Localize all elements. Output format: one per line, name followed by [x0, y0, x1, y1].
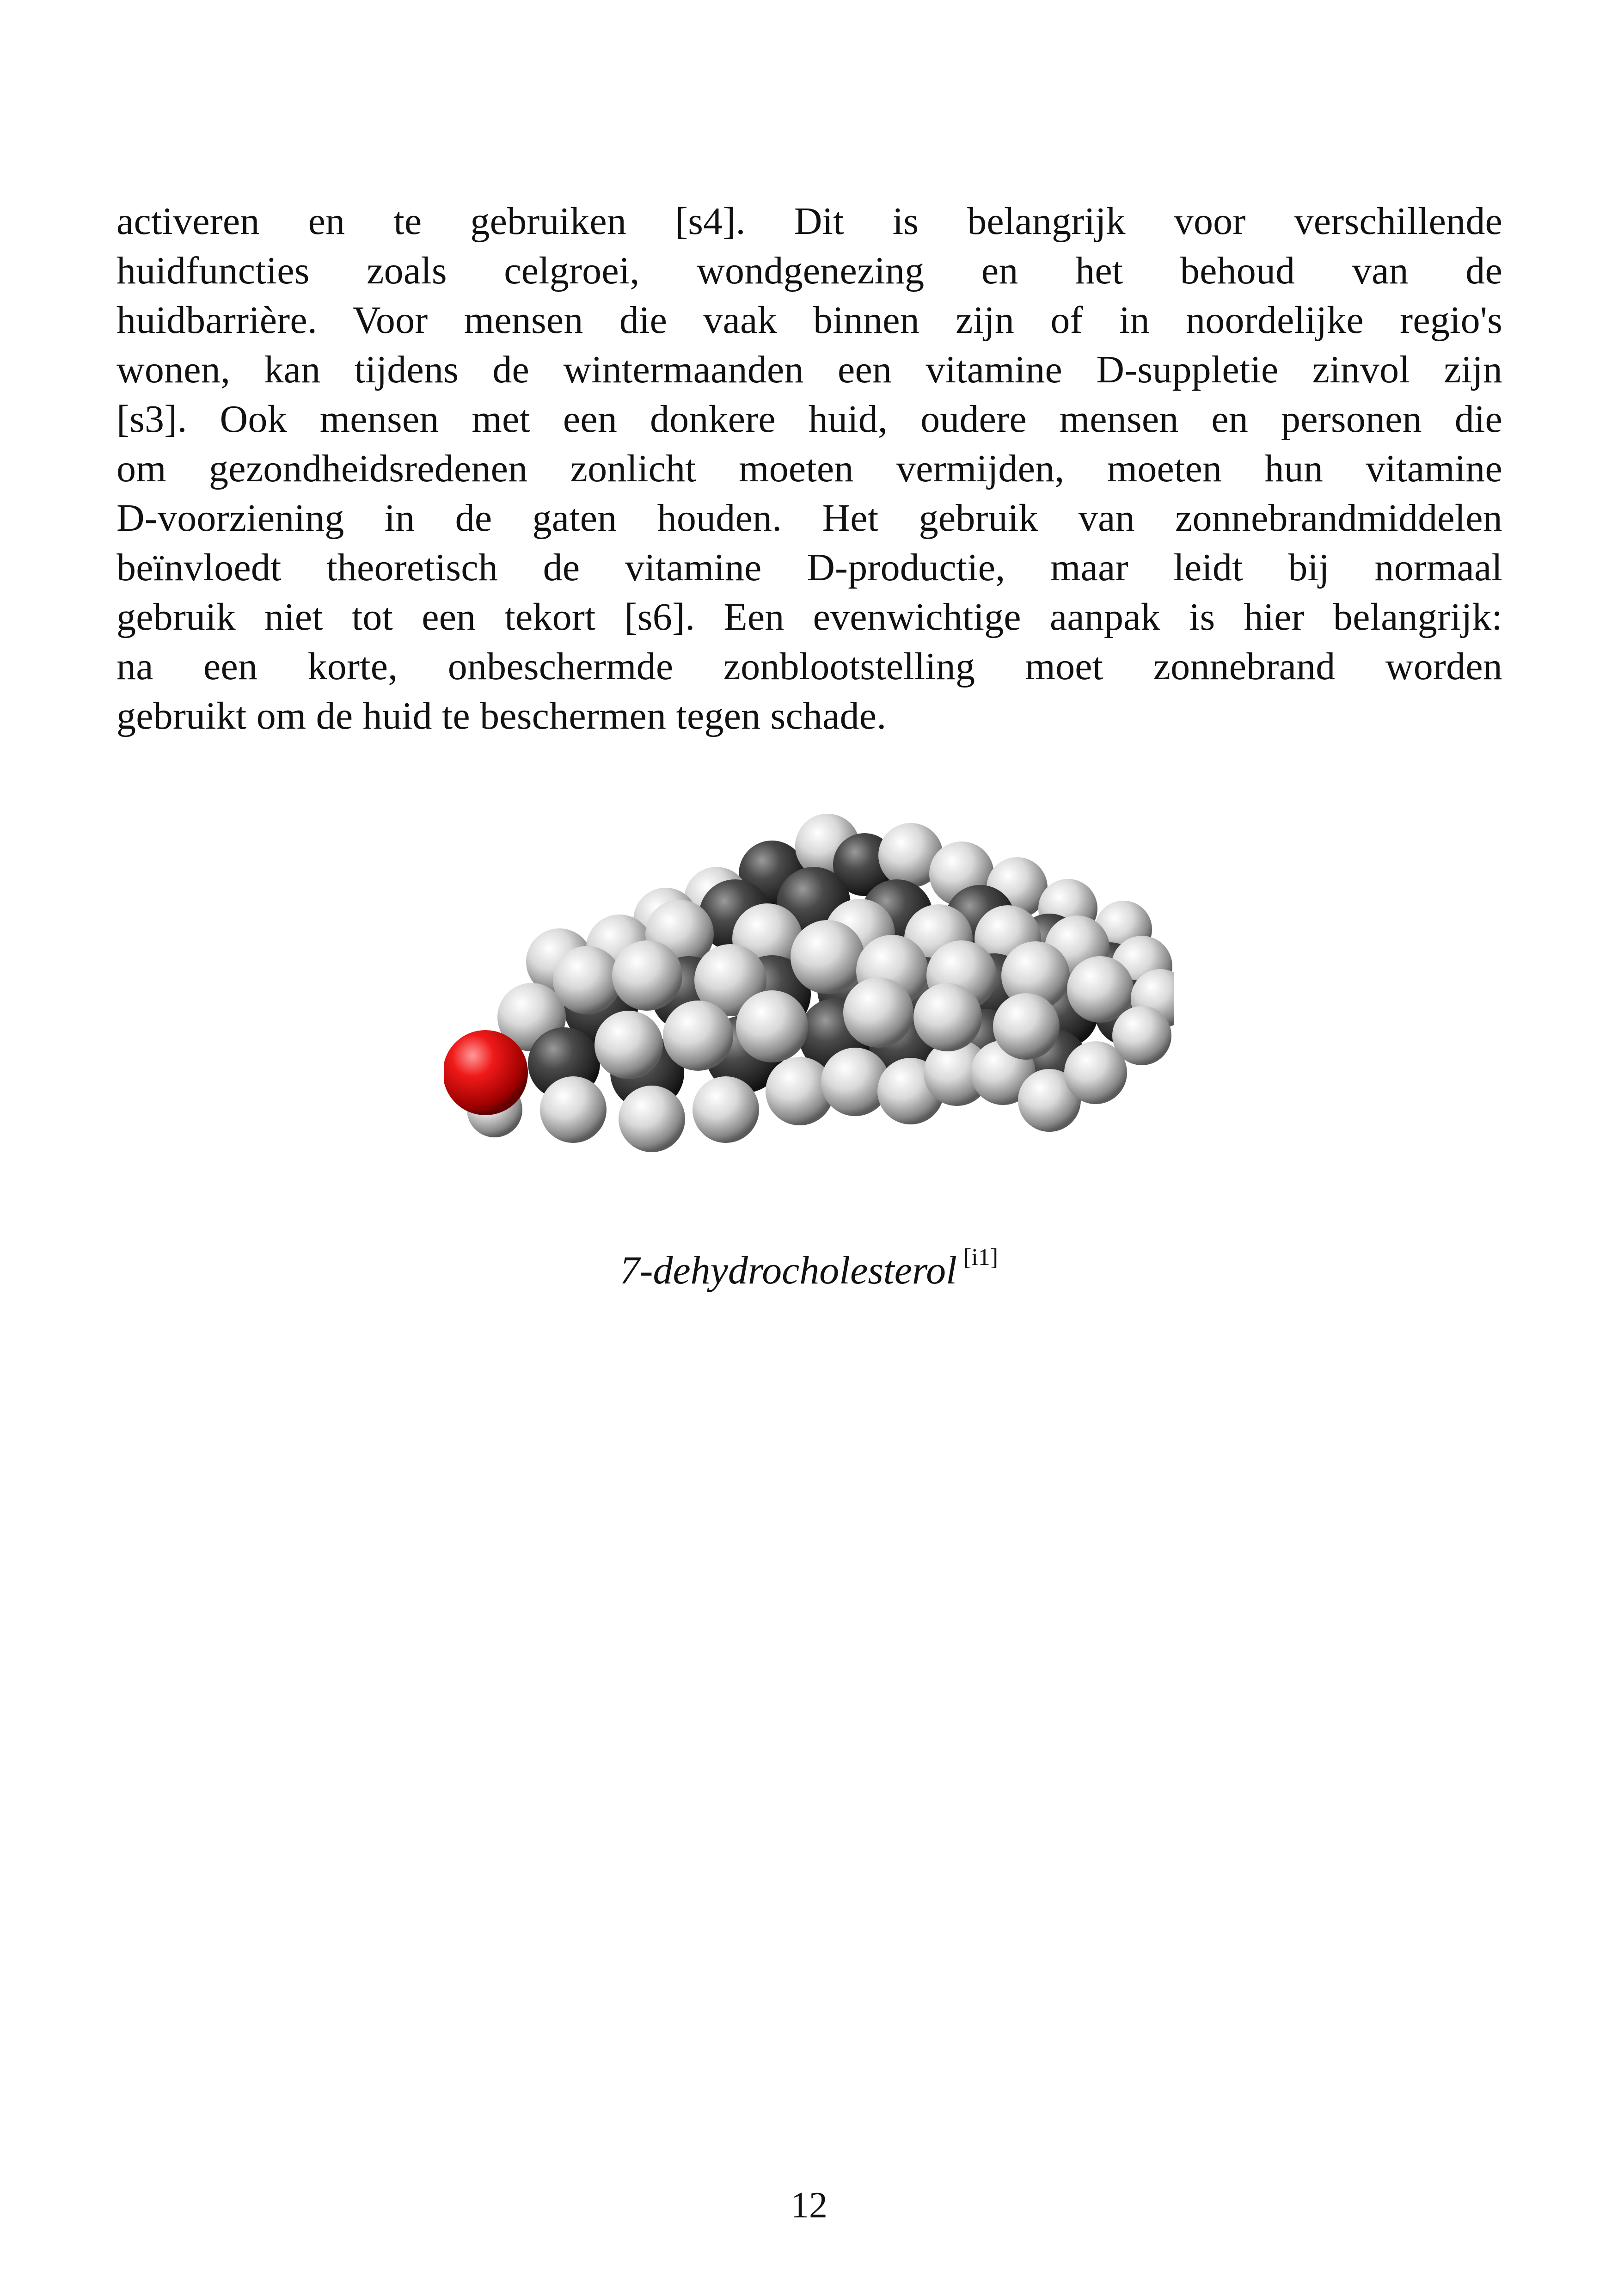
text-line: wonen, kan tijdens de wintermaanden een vitamine D-suppletie zinvol zijn [116, 348, 1502, 391]
hydrogen-atom [693, 1076, 759, 1143]
hydrogen-atom [791, 920, 864, 994]
hydrogen-atom [619, 1086, 685, 1152]
hydrogen-atom [663, 1001, 733, 1071]
molecule-figure [444, 795, 1174, 1174]
hydrogen-atom [913, 983, 982, 1051]
hydrogen-atom [553, 946, 621, 1014]
body-paragraph [116, 196, 1502, 741]
molecule-space-filling-model [444, 795, 1174, 1174]
text-line: huidfuncties zoals celgroei, wondgenezing en het behoud van de [116, 249, 1502, 292]
caption-text: 7-dehydrocholesterol [619, 1248, 957, 1292]
text-line: activeren en te gebruiken [s4]. Dit is belangrijk voor verschillende [116, 200, 1502, 243]
hydrogen-atom [993, 993, 1060, 1060]
hydrogen-atom [736, 990, 808, 1062]
caption-reference: [i1] [963, 1244, 999, 1271]
text-line: huidbarrière. Voor mensen die vaak binnen zijn of in noordelijke regio's [116, 299, 1502, 342]
hydrogen-atom [1112, 1006, 1171, 1065]
text-line: D-voorziening in de gaten houden. Het gebruik van zonnebrandmiddelen [116, 497, 1502, 540]
text-line: gebruik niet tot een tekort [s6]. Een evenwichtige aanpak is hier belangrijk: [116, 595, 1502, 638]
hydrogen-atom [540, 1076, 607, 1143]
text-line: [s3]. Ook mensen met een donkere huid, oudere mensen en personen die [116, 398, 1502, 441]
text-line: na een korte, onbeschermde zonblootstelling moet zonnebrand worden [116, 645, 1502, 688]
text-line: om gezondheidsredenen zonlicht moeten vermijden, moeten hun vitamine [116, 447, 1502, 490]
hydrogen-atom [843, 977, 913, 1048]
hydrogen-atom [594, 1011, 663, 1079]
hydrogen-atom [612, 940, 682, 1011]
figure-caption [0, 1232, 1618, 1295]
oxygen-atom [444, 1030, 528, 1115]
text-line: beïnvloedt theoretisch de vitamine D-productie, maar leidt bij normaal [116, 546, 1502, 589]
page-number: 12 [791, 2185, 827, 2226]
text-line: gebruikt om de huid te beschermen tegen schade. [116, 694, 887, 737]
